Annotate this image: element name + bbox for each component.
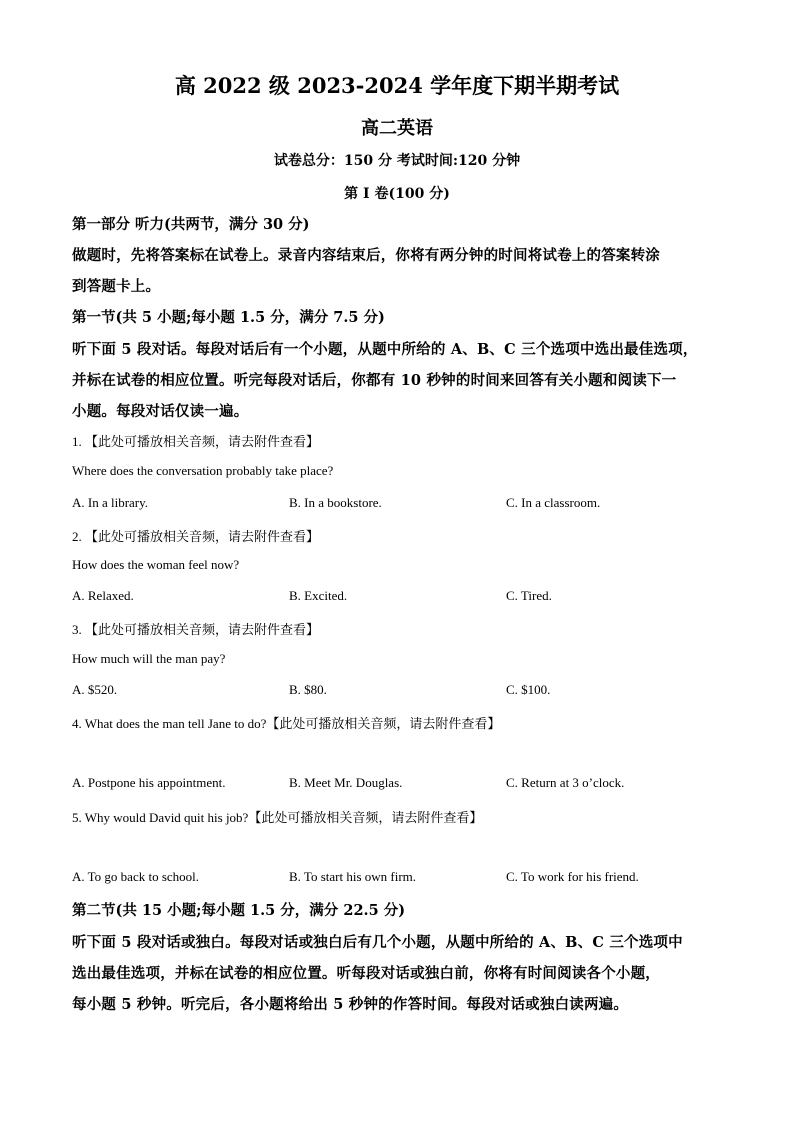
option-a: A. $520.: [72, 682, 118, 697]
option-b: B. To start his own firm.: [289, 869, 417, 884]
option-c: C. Return at 3 o’clock.: [506, 775, 625, 790]
section2-instruction-line: 听下面 5 段对话或独白。每段对话或独白后有几个小题，从题中所给的 A、B、C 三个选项中: [72, 934, 683, 951]
section1-instruction-line: 小题。每段对话仅读一遍。: [72, 403, 249, 420]
section1-instruction-line: 并标在试卷的相应位置。听完每段对话后，你都有 10 秒钟的时间来回答有关小题和阅读下一: [72, 372, 677, 389]
option-b: B. $80.: [289, 682, 327, 697]
exam-subtitle: 高二英语: [361, 118, 433, 139]
exam-title: 高 2022 级 2023-2024 学年度下期半期考试: [174, 73, 620, 98]
question-stem: Where does the conversation probably take place?: [72, 463, 334, 478]
section2-instruction-line: 每小题 5 秒钟。听完后，各小题将给出 5 秒钟的作答时间。每段对话或独白读两遍。: [72, 996, 629, 1013]
option-c: C. To work for his friend.: [506, 869, 639, 884]
question-stem: 4. What does the man tell Jane to do?【此处可播放相关音频，请去附件查看】: [72, 716, 501, 731]
question-audio-line: 1. 【此处可播放相关音频，请去附件查看】: [72, 434, 320, 449]
option-b: B. Meet Mr. Douglas.: [289, 775, 403, 790]
question-audio-line: 3. 【此处可播放相关音频，请去附件查看】: [72, 622, 320, 637]
part1-instruction-line: 做题时，先将答案标在试卷上。录音内容结束后，你将有两分钟的时间将试卷上的答案转涂: [72, 247, 660, 264]
option-c: C. $100.: [506, 682, 551, 697]
option-b: B. In a bookstore.: [289, 495, 382, 510]
section1-heading: 第一节(共 5 小题;每小题 1.5 分，满分 7.5 分): [72, 309, 385, 326]
question-stem: How does the woman feel now?: [72, 557, 240, 572]
volume-label: 第 I 卷(100 分): [344, 186, 450, 202]
section1-instruction-line: 听下面 5 段对话。每段对话后有一个小题，从题中所给的 A、B、C 三个选项中选出最佳选项，: [72, 341, 698, 358]
option-a: A. Relaxed.: [72, 588, 134, 603]
option-c: C. Tired.: [506, 588, 552, 603]
part1-heading: 第一部分 听力(共两节，满分 30 分): [72, 216, 310, 233]
option-b: B. Excited.: [289, 588, 348, 603]
question-stem: 5. Why would David quit his job?【此处可播放相关音频，请去附件查看】: [72, 810, 483, 825]
option-a: A. In a library.: [72, 495, 149, 510]
section2-instruction-line: 选出最佳选项，并标在试卷的相应位置。听每段对话或独白前，你将有时间阅读各个小题，: [72, 965, 660, 982]
option-a: A. Postpone his appointment.: [72, 775, 226, 790]
exam-meta: 试卷总分：150 分 考试时间:120 分钟: [273, 153, 521, 169]
question-stem: How much will the man pay?: [72, 651, 226, 666]
part1-instruction-line: 到答题卡上。: [72, 278, 161, 295]
question-audio-line: 2. 【此处可播放相关音频，请去附件查看】: [72, 529, 320, 544]
option-c: C. In a classroom.: [506, 495, 601, 510]
option-a: A. To go back to school.: [72, 869, 200, 884]
section2-heading: 第二节(共 15 小题;每小题 1.5 分，满分 22.5 分): [72, 902, 406, 919]
